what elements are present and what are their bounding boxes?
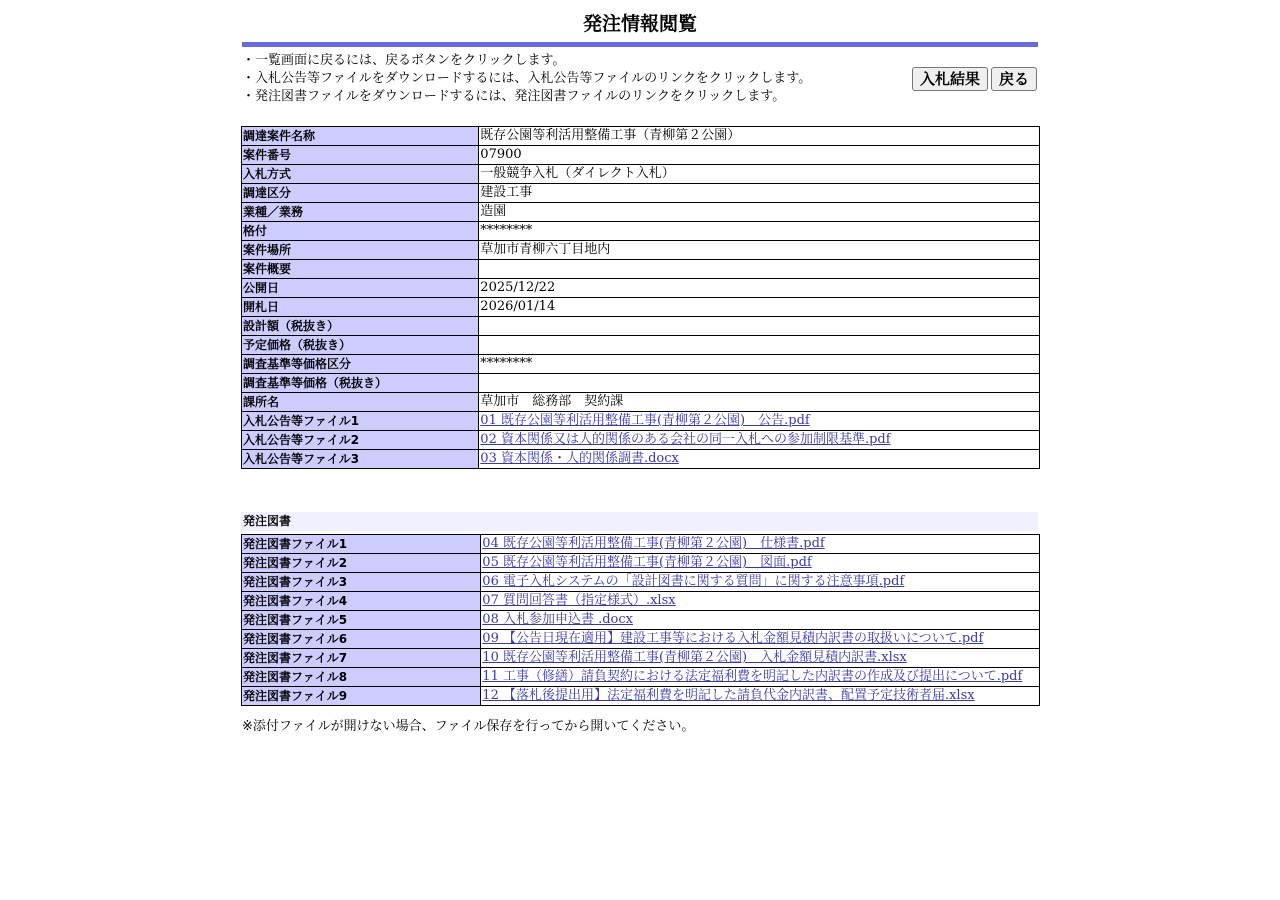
row-value: 造園 [479,203,1040,222]
instruction-line: ・発注図書ファイルをダウンロードするには、発注図書ファイルのリンクをクリックします。 [242,89,786,104]
table-row [242,222,1040,241]
row-label: 調達案件名称 [242,127,479,146]
row-label: 発注図書ファイル7 [242,649,481,668]
file-download-link[interactable]: 03 資本関係・人的関係調書.docx [480,451,679,466]
row-file [481,687,1040,706]
table-row [242,554,1040,573]
table-row [242,412,1040,431]
table-row [242,260,1040,279]
row-label: 業種／業務 [242,203,479,222]
footnote: ※添付ファイルが開けない場合、ファイル保存を行ってから開いてください。 [242,719,695,734]
table-row [242,450,1040,469]
table-row [242,535,1040,554]
file-download-link[interactable]: 02 資本関係又は人的関係のある会社の同一入札への参加制限基準.pdf [480,432,891,447]
row-file [479,450,1040,469]
row-label: 発注図書ファイル1 [242,535,481,554]
table-row [242,279,1040,298]
order-info-table [241,126,1040,469]
file-download-link[interactable]: 04 既存公園等利活用整備工事(青柳第２公園) 仕様書.pdf [482,536,825,551]
row-label: 公開日 [242,279,479,298]
row-file [481,649,1040,668]
file-download-link[interactable]: 12 【落札後提出用】法定福利費を明記した請負代金内訳書、配置予定技術者届.xlsx [482,688,975,703]
table-row [242,127,1040,146]
file-download-link[interactable]: 06 電子入札システムの「設計図書に関する質問」に関する注意事項.pdf [482,574,905,589]
row-label: 発注図書ファイル9 [242,687,481,706]
row-value: 2026/01/14 [479,298,1040,317]
row-label: 入札公告等ファイル3 [242,450,479,469]
row-label: 格付 [242,222,479,241]
row-value: 草加市青柳六丁目地内 [479,241,1040,260]
file-download-link[interactable]: 05 既存公園等利活用整備工事(青柳第２公園) 図面.pdf [482,555,812,570]
table-row [242,184,1040,203]
row-label: 発注図書ファイル5 [242,611,481,630]
instruction-line: ・一覧画面に戻るには、戻るボタンをクリックします。 [242,53,566,68]
table-row [242,203,1040,222]
row-label: 設計額（税抜き） [242,317,479,336]
file-download-link[interactable]: 09 【公告日現在適用】建設工事等における入札金額見積内訳書の取扱いについて.pdf [482,631,984,646]
row-value [479,336,1040,355]
table-row [242,393,1040,412]
table-row [242,668,1040,687]
row-value: ******** [479,355,1040,374]
row-value [479,374,1040,393]
row-file [481,592,1040,611]
page-title: 発注情報閲覧 [582,13,697,35]
row-value: 2025/12/22 [479,279,1040,298]
row-file [481,668,1040,687]
table-row [242,630,1040,649]
table-row [242,317,1040,336]
row-value: 07900 [479,146,1040,165]
row-file [481,535,1040,554]
row-label: 調査基準等価格（税抜き） [242,374,479,393]
row-label: 調査基準等価格区分 [242,355,479,374]
table-row [242,241,1040,260]
row-label: 入札公告等ファイル2 [242,431,479,450]
row-label: 発注図書ファイル6 [242,630,481,649]
row-label: 調達区分 [242,184,479,203]
row-label: 開札日 [242,298,479,317]
row-value: 既存公園等利活用整備工事（青柳第２公園） [479,127,1040,146]
file-download-link[interactable]: 08 入札参加申込書 .docx [482,612,633,627]
row-label: 予定価格（税抜き） [242,336,479,355]
row-value: 建設工事 [479,184,1040,203]
row-label: 案件番号 [242,146,479,165]
row-value [479,317,1040,336]
table-row [242,165,1040,184]
table-row [242,146,1040,165]
row-label: 案件場所 [242,241,479,260]
back-button[interactable]: 戻る [991,67,1037,91]
table-row [242,336,1040,355]
table-row [242,298,1040,317]
file-download-link[interactable]: 11 工事（修繕）請負契約における法定福利費を明記した内訳書の作成及び提出について.pdf [482,669,1023,684]
row-label: 入札方式 [242,165,479,184]
row-label: 発注図書ファイル4 [242,592,481,611]
instructions [242,52,902,106]
row-file [481,611,1040,630]
row-file [481,630,1040,649]
table-row [242,573,1040,592]
file-download-link[interactable]: 10 既存公園等利活用整備工事(青柳第２公園) 入札金額見積内訳書.xlsx [482,650,907,665]
row-value [479,260,1040,279]
table-row [242,355,1040,374]
row-value: 草加市 総務部 契約課 [479,393,1040,412]
table-row [242,649,1040,668]
table-row [242,592,1040,611]
row-label: 案件概要 [242,260,479,279]
table-row [242,611,1040,630]
row-label: 入札公告等ファイル1 [242,412,479,431]
table-row [242,687,1040,706]
bid-results-button[interactable]: 入札結果 [912,67,988,91]
row-file [481,554,1040,573]
row-label: 発注図書ファイル2 [242,554,481,573]
table-row [242,374,1040,393]
row-label: 発注図書ファイル3 [242,573,481,592]
order-docs-section-header: 発注図書 [241,512,1038,531]
row-label: 課所名 [242,393,479,412]
row-file [479,431,1040,450]
title-divider [242,42,1038,47]
order-docs-table [241,534,1040,706]
file-download-link[interactable]: 01 既存公園等利活用整備工事(青柳第２公園) 公告.pdf [480,413,810,428]
table-row [242,431,1040,450]
row-value: ******** [479,222,1040,241]
row-file [479,412,1040,431]
instruction-line: ・入札公告等ファイルをダウンロードするには、入札公告等ファイルのリンクをクリックします。 [242,71,812,86]
row-label: 発注図書ファイル8 [242,668,481,687]
row-file [481,573,1040,592]
file-download-link[interactable]: 07 質問回答書（指定様式）.xlsx [482,593,676,608]
row-value: 一般競争入札（ダイレクト入札） [479,165,1040,184]
